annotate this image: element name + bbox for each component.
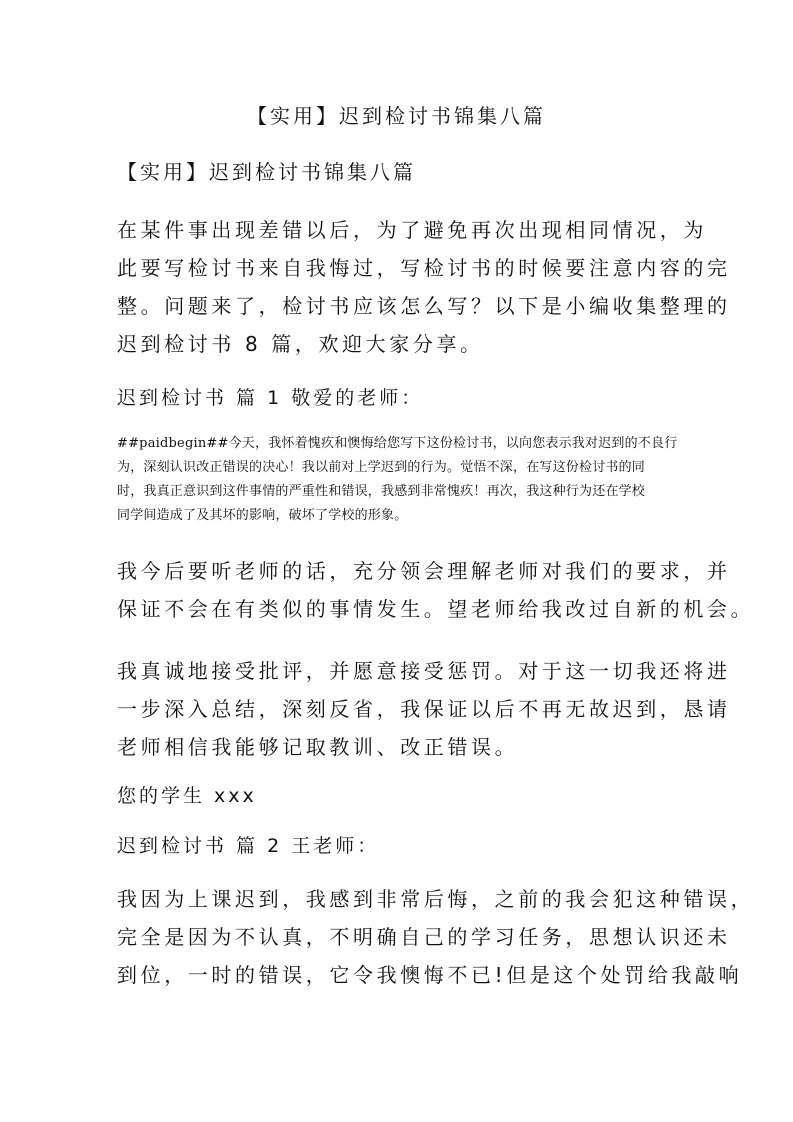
intro-line: 迟到检讨书 8 篇，欢迎大家分享。 [117, 332, 484, 356]
section-2-heading: 迟到检讨书 篇 2 王老师： [117, 835, 380, 857]
section-1-paragraph-2 [117, 552, 755, 628]
paragraph-line: 完全是因为不认真，不明确自己的学习任务，思想认识还未 [117, 925, 731, 949]
paragraph-line: 老师相信我能够记取教训、改正错误。 [117, 735, 519, 759]
paragraph-line: 我因为上课迟到，我感到非常后悔，之前的我会犯这种错误， [117, 887, 755, 911]
paragraph-line: 到位，一时的错误，它令我懊悔不已!但是这个处罚给我敲响 [117, 963, 743, 987]
section-2-paragraph [117, 880, 755, 994]
section-1-small-paragraph [117, 432, 697, 528]
signature: 您的学生 xxx [117, 785, 257, 807]
section-1-paragraph-3 [117, 652, 731, 766]
small-line: 为，深刻认识改正错误的决心！我以前对上学迟到的行为。觉悟不深，在写这份检讨书的同 [117, 460, 646, 475]
document-title: 【实用】迟到检讨书锦集八篇 [247, 104, 546, 128]
intro-line: 此要写检讨书来自我悔过，写检讨书的时候要注意内容的完 [117, 256, 731, 280]
intro-line: 在某件事出现差错以后，为了避免再次出现相同情况，为 [117, 218, 707, 242]
intro-line: 整。问题来了，检讨书应该怎么写？以下是小编收集整理的 [117, 294, 731, 318]
paragraph-line: 保证不会在有类似的事情发生。望老师给我改过自新的机会。 [117, 597, 755, 621]
section-1-heading: 迟到检讨书 篇 1 敬爱的老师： [117, 387, 424, 409]
small-line: ##paidbegin##今天，我怀着愧疚和懊悔给您写下这份检讨书，以向您表示我对迟到的不良行 [117, 436, 678, 451]
paragraph-line: 一步深入总结，深刻反省，我保证以后不再无故迟到，恳请 [117, 697, 731, 721]
paragraph-line: 我今后要听老师的话，充分领会理解老师对我们的要求，并 [117, 559, 731, 583]
intro-paragraph [117, 211, 731, 363]
small-line: 时，我真正意识到这件事情的严重性和错误，我感到非常愧疚！再次，我这种行为还在学校 [117, 484, 646, 499]
small-line: 同学间造成了及其坏的影响，破坏了学校的形象。 [117, 508, 408, 523]
document-subtitle: 【实用】迟到检讨书锦集八篇 [117, 160, 416, 184]
paragraph-line: 我真诚地接受批评，并愿意接受惩罚。对于这一切我还将进 [117, 659, 731, 683]
